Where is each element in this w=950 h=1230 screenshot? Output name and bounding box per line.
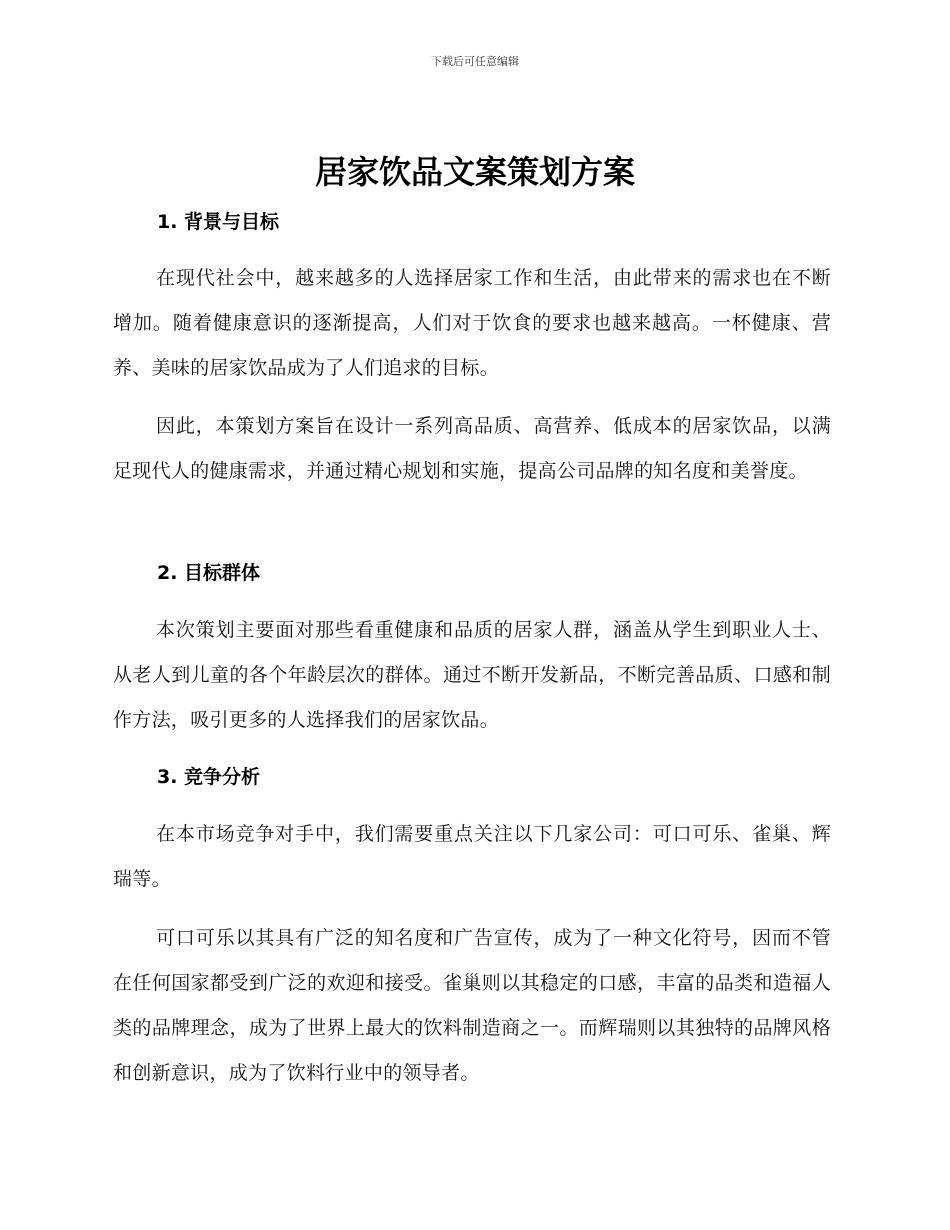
- paragraph-competition-2: 可口可乐以其具有广泛的知名度和广告宣传，成为了一种文化符号，因而不管在任何国家都受到广泛的欢迎和接受。雀巢则以其稳定的口感，丰富的品类和造福人类的品牌理念，成为了世界上最大的饮料制造商之一。而辉瑞则以其独特的品牌风格和创新意识，成为了饮料行业中的领导者。: [113, 927, 831, 1084]
- section-heading-background: 1. 背景与目标: [157, 211, 280, 233]
- paragraph-background-1: 在现代社会中，越来越多的人选择居家工作和生活，由此带来的需求也在不断增加。随着健康意识的逐渐提高，人们对于饮食的要求也越来越高。一杯健康、营养、美味的居家饮品成为了人们追求的目标。: [113, 267, 831, 379]
- document-title: 居家饮品文案策划方案: [314, 153, 635, 191]
- paragraph-target-group: 本次策划主要面对那些看重健康和品质的居家人群，涵盖从学生到职业人士、从老人到儿童的各个年龄层次的群体。通过不断开发新品，不断完善品质、口感和制作方法，吸引更多的人选择我们的居家饮品。: [113, 619, 831, 731]
- section-heading-competition: 3. 竞争分析: [157, 766, 261, 788]
- paragraph-competition-1: 在本市场竞争对手中，我们需要重点关注以下几家公司：可口可乐、雀巢、辉瑞等。: [113, 823, 831, 890]
- section-heading-target-group: 2. 目标群体: [157, 562, 261, 584]
- header-note: 下载后可任意编辑: [431, 55, 519, 68]
- paragraph-background-2: 因此，本策划方案旨在设计一系列高品质、高营养、低成本的居家饮品，以满足现代人的健康需求，并通过精心规划和实施，提高公司品牌的知名度和美誉度。: [113, 415, 831, 482]
